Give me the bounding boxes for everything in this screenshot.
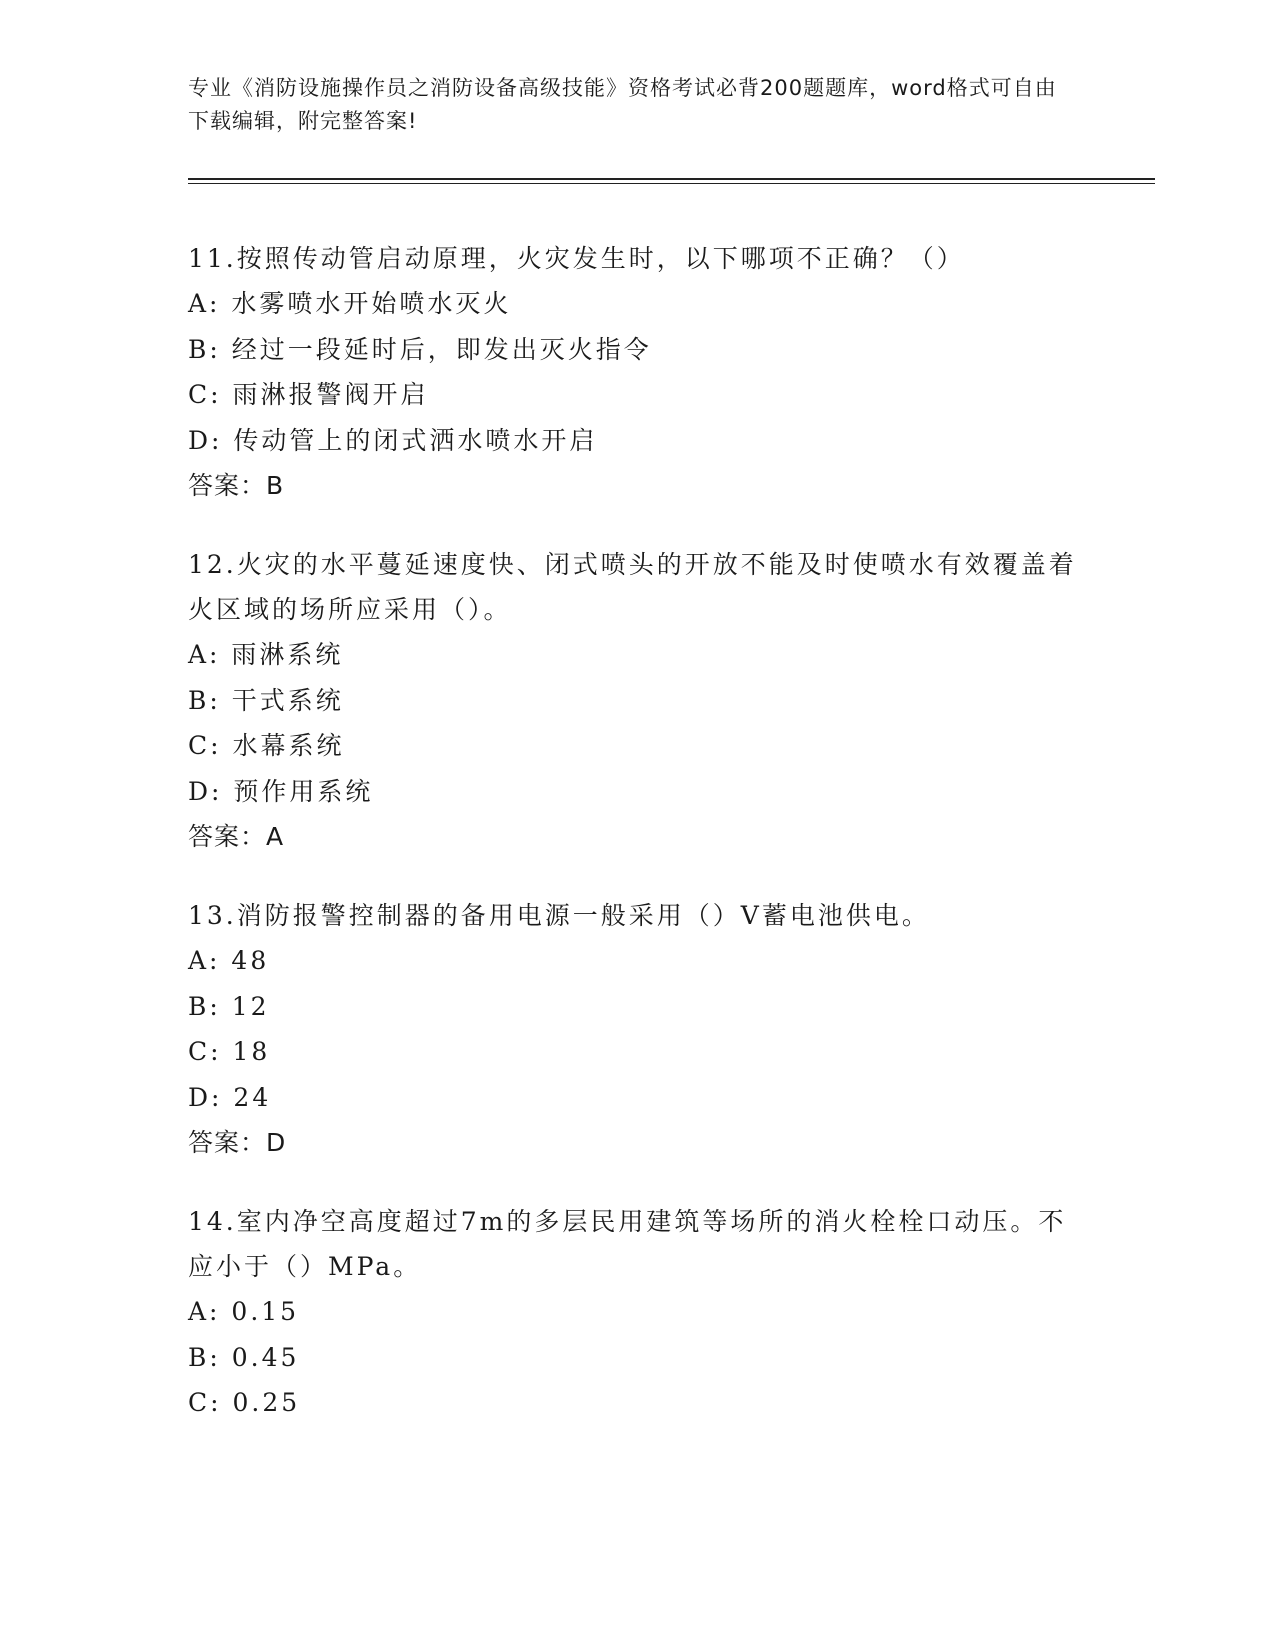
option-c: C: 18 [188,1037,271,1066]
answer-line: 答案：B [188,471,285,500]
document-header: 专业《消防设施操作员之消防设备高级技能》资格考试必背200题题库，word格式可自由下载编辑，附完整答案! [188,76,1057,133]
question-11 [188,236,1088,508]
question-list [188,236,1088,1460]
option-d: D: 24 [188,1082,272,1112]
answer-line: 答案：A [188,822,285,851]
option-b: B: 干式系统 [188,685,344,715]
option-a: A: 水雾喷水开始喷水灭火 [188,289,512,318]
question-12 [188,542,1088,859]
option-c: C: 0.25 [188,1388,301,1417]
option-d: D: 传动管上的闭式洒水喷水开启 [188,425,598,455]
question-text: 11.按照传动管启动原理，火灾发生时，以下哪项不正确？（） [188,244,965,273]
option-b: B: 经过一段延时后，即发出灭火指令 [188,334,652,364]
header-divider-thin [188,183,1155,184]
option-d: D: 预作用系统 [188,776,374,806]
header-divider-thick [188,178,1155,180]
option-a: A: 雨淋系统 [188,640,344,669]
answer-line: 答案：D [188,1128,287,1157]
question-text: 12.火灾的水平蔓延速度快、闭式喷头的开放不能及时使喷水有效覆盖着火区域的场所应采用（）。 [188,550,1077,624]
question-text: 14.室内净空高度超过7m的多层民用建筑等场所的消火栓栓口动压。不应小于（）MPa。 [188,1207,1067,1281]
question-13 [188,893,1088,1165]
option-b: B: 12 [188,991,270,1021]
option-c: C: 水幕系统 [188,731,345,760]
option-c: C: 雨淋报警阀开启 [188,380,429,409]
option-a: A: 0.15 [188,1297,300,1326]
question-text: 13.消防报警控制器的备用电源一般采用（）V蓄电池供电。 [188,901,930,930]
option-b: B: 0.45 [188,1342,300,1372]
option-a: A: 48 [188,946,270,975]
question-14 [188,1199,1088,1426]
